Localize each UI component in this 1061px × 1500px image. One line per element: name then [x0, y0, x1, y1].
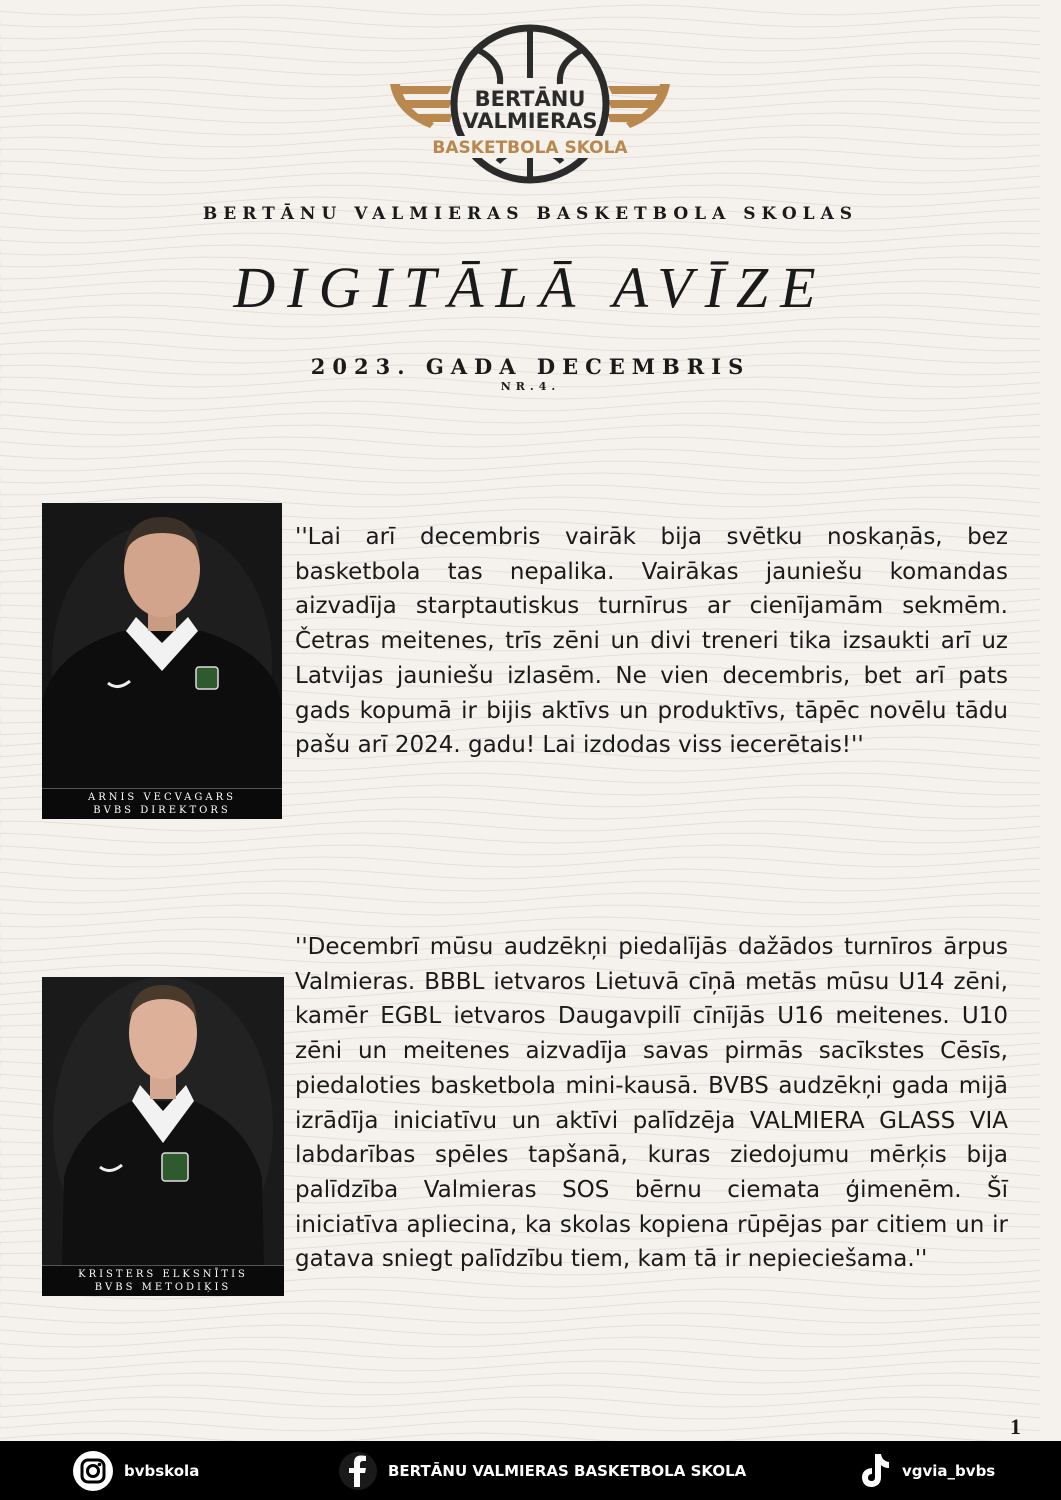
- caption-name: KRISTERS ELKSNĪTIS: [78, 1269, 248, 1280]
- tiktok-handle: vgvia_bvbs: [902, 1461, 996, 1480]
- footer-facebook-link[interactable]: [338, 1441, 746, 1500]
- page-number: 1: [1010, 1414, 1021, 1439]
- footer-bar: [0, 1441, 1061, 1500]
- instagram-icon: [72, 1450, 114, 1492]
- caption-role: BVBS DIREKTORS: [93, 805, 231, 816]
- facebook-page: BERTĀNU VALMIERAS BASKETBOLA SKOLA: [388, 1461, 747, 1480]
- issue-date: 2023. GADA DECEMBRIS: [310, 354, 751, 379]
- tiktok-icon: [858, 1452, 892, 1490]
- person-photo-icon: [42, 503, 282, 793]
- right-wing-icon: [608, 84, 670, 128]
- caption-role: BVBS METODIĶIS: [94, 1282, 232, 1293]
- instagram-handle: bvbskola: [124, 1461, 200, 1480]
- school-logo: [390, 22, 670, 187]
- masthead-title: DIGITĀLĀ AVĪZE: [233, 255, 828, 320]
- caption-name: ARNIS VECVAGARS: [87, 792, 236, 803]
- footer-instagram-link[interactable]: [72, 1441, 199, 1500]
- logo-line3: BASKETBOLA SKOLA: [432, 138, 628, 158]
- left-wing-icon: [390, 84, 452, 128]
- logo-line2: VALMIERAS: [462, 109, 598, 133]
- person-photo-icon: [42, 977, 284, 1269]
- quote-methodologist: ''Decembrī mūsu audzēkņi piedalījās dažādos turnīros ārpus Valmieras. BBBL ietvaros Lietuvā cīņā metās mūsu U14 zēni, kamēr EGBL ietvaros Daugavpilī cīnījās U16 meitenes. U10 zēni un meitenes aizvadīja savas pirmās sacīkstes Cēsīs, piedaloties basketbola mini-kausā. BVBS audzēkņi gada mijā izrādīja iniciatīvu un aktīvi palīdzēja VALMIERA GLASS VIA labdarības spēles tapšanā, kuras ziedojumu mērķis bija palīdzība Valmieras SOS bērnu ciemata ģimenēm. Šī iniciatīva apliecina, ka skolas kopiena rūpējas par citiem un ir gatava sniegt palīdzību tiem, kam tā ir nepieciešama.'': [295, 934, 1008, 1273]
- portrait-methodologist: [42, 977, 284, 1296]
- issue-number: NR.4.: [500, 380, 561, 393]
- footer-tiktok-link[interactable]: [858, 1441, 995, 1500]
- logo-line1: BERTĀNU: [474, 87, 586, 111]
- quote-director: ''Lai arī decembris vairāk bija svētku noskaņās, bez basketbola tas nepalika. Vairākas jauniešu komandas aizvadīja starptautiskus turnīrus ar cienījamām sekmēm. Četras meitenes, trīs zēni un divi treneri tika izsaukti arī uz Latvijas jauniešu izlasēm. Ne vien decembris, bet arī pats gads kopumā ir bijis aktīvs un produktīvs, tāpēc novēlu tādu pašu arī 2024. gadu! Lai izdodas viss iecerētais!'': [295, 524, 1008, 759]
- facebook-icon: [338, 1451, 378, 1491]
- masthead-subtitle: BERTĀNU VALMIERAS BASKETBOLA SKOLAS: [202, 204, 859, 224]
- portrait-director: [42, 503, 282, 819]
